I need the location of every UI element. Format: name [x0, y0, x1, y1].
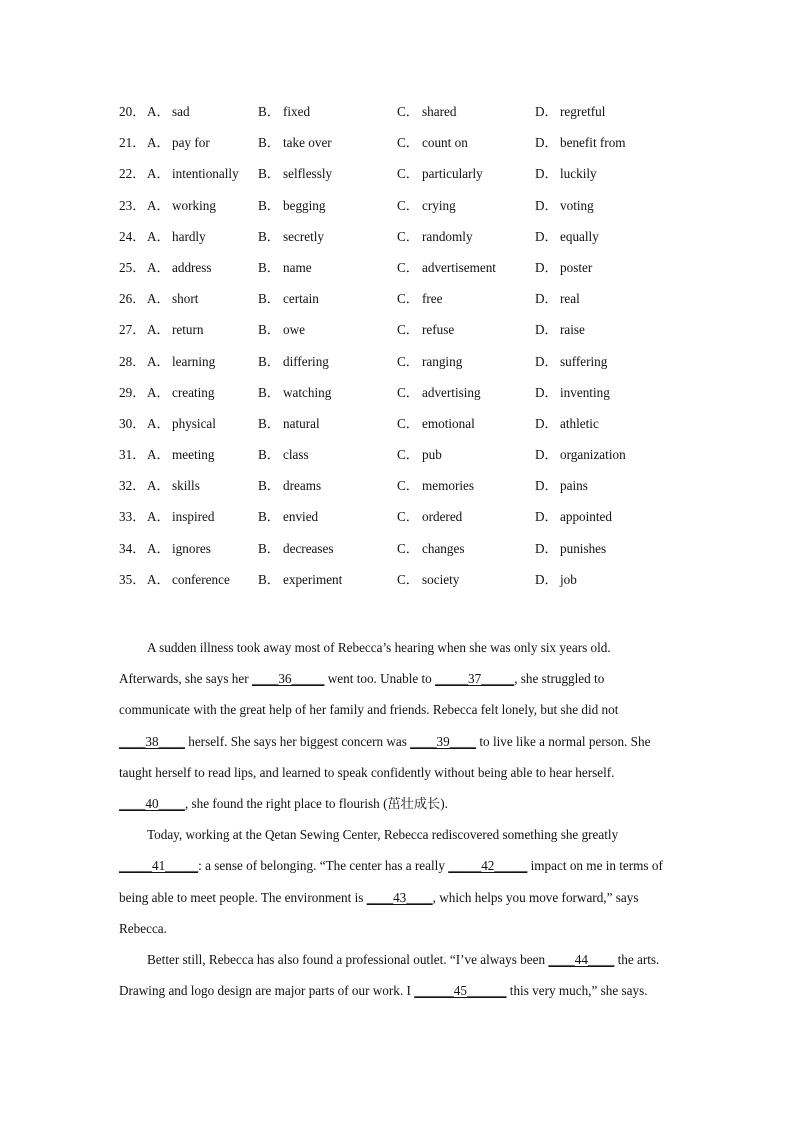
option-letter: B． [258, 228, 280, 244]
option-b [258, 257, 312, 279]
option-text: free [422, 291, 443, 307]
option-text: name [283, 259, 312, 275]
option-text: watching [283, 384, 332, 400]
option-b [258, 288, 319, 310]
option-letter: D． [535, 104, 558, 119]
option-letter: A． [147, 166, 170, 182]
option-letter: C． [397, 571, 419, 587]
option-d [535, 569, 577, 591]
blank-36: ____36_____ [251, 671, 325, 687]
option-a [147, 195, 216, 217]
option-text: class [283, 447, 309, 463]
option-letter: C． [397, 322, 419, 338]
option-letter: A． [147, 509, 170, 525]
option-letter: B． [258, 571, 280, 587]
option-letter: B． [258, 540, 280, 556]
option-text: advertising [422, 384, 481, 400]
option-b [258, 538, 334, 560]
option-a [147, 382, 214, 404]
option-letter: B． [258, 135, 280, 151]
cloze-passage [119, 632, 675, 1006]
option-text: secretly [283, 228, 325, 244]
question-row [119, 226, 679, 257]
option-b [258, 382, 331, 404]
option-letter: A． [147, 259, 170, 275]
option-letter: C． [397, 415, 419, 431]
option-c [397, 382, 481, 404]
option-a [147, 506, 215, 528]
option-letter: A． [147, 104, 170, 119]
passage-text: Today, working at the Qetan Sewing Center, Rebecca rediscovered something she greatly [147, 827, 619, 843]
question-row [119, 475, 679, 506]
option-text: inventing [560, 384, 610, 400]
question-row [119, 288, 679, 319]
option-text: creating [172, 384, 215, 400]
question-number: 25． [119, 259, 146, 275]
option-text: certain [283, 291, 319, 307]
question-row [119, 101, 679, 132]
option-c [397, 257, 496, 279]
option-text: short [172, 291, 199, 307]
option-text: ranging [422, 353, 463, 369]
option-letter: D． [535, 291, 558, 307]
question-number: 32． [119, 478, 146, 494]
option-letter: B． [258, 353, 280, 369]
option-letter: C． [397, 540, 419, 556]
option-letter: D． [535, 228, 558, 244]
option-b [258, 319, 305, 341]
option-letter: C． [397, 509, 419, 525]
option-text: ordered [422, 509, 463, 525]
question-row [119, 569, 679, 600]
option-text: appointed [560, 509, 613, 525]
option-d [535, 163, 597, 185]
option-text: count on [422, 135, 468, 151]
option-b [258, 163, 332, 185]
option-letter: B． [258, 259, 280, 275]
blank-38: ____38____ [119, 733, 185, 749]
question-number: 20． [119, 104, 146, 119]
option-text: athletic [560, 415, 599, 431]
option-d [535, 288, 580, 310]
option-letter: B． [258, 478, 280, 494]
option-text: pay for [172, 135, 210, 151]
passage-text: , she struggled to communicate with the great help of her family and friends. Rebecca felt lonely, but she did not [119, 671, 619, 718]
option-b [258, 413, 320, 435]
option-text: pub [422, 447, 442, 463]
blank-42: _____42_____ [448, 858, 528, 874]
option-letter: A． [147, 384, 170, 400]
option-a [147, 132, 210, 154]
passage-text: the arts. Drawing and logo design are major parts of our work. I [119, 952, 660, 999]
option-d [535, 351, 607, 373]
question-row [119, 319, 679, 350]
option-text: decreases [283, 540, 334, 556]
option-text: address [172, 259, 212, 275]
option-c [397, 226, 473, 248]
option-letter: A． [147, 135, 170, 151]
blank-39: ____39____ [410, 733, 477, 749]
option-text: job [560, 571, 577, 587]
question-row [119, 538, 679, 569]
option-letter: D． [535, 135, 558, 151]
question-number: 28． [119, 353, 146, 369]
option-letter: D． [535, 571, 558, 587]
question-row [119, 382, 679, 413]
option-text: refuse [422, 322, 455, 338]
question-number: 31． [119, 447, 146, 463]
option-letter: B． [258, 166, 280, 182]
option-a [147, 319, 204, 341]
passage-text: went too. Unable to [324, 671, 436, 687]
option-letter: C． [397, 104, 419, 119]
option-letter: B． [258, 197, 280, 213]
option-text: envied [283, 509, 319, 525]
option-letter: C． [397, 228, 419, 244]
option-text: regretful [560, 104, 606, 119]
option-text: poster [560, 259, 593, 275]
option-a [147, 351, 215, 373]
option-text: memories [422, 478, 475, 494]
blank-37: _____37_____ [435, 671, 515, 687]
option-letter: C． [397, 353, 419, 369]
option-a [147, 101, 190, 123]
option-b [258, 195, 326, 217]
option-c [397, 319, 454, 341]
option-letter: A． [147, 571, 170, 587]
option-letter: B． [258, 322, 280, 338]
passage-text: impact on me in terms of being able to meet people. The environment is [119, 858, 663, 905]
option-text: punishes [560, 540, 607, 556]
option-c [397, 351, 462, 373]
question-row [119, 132, 679, 163]
question-number: 27． [119, 322, 146, 338]
option-text: fixed [283, 104, 311, 119]
question-row [119, 351, 679, 382]
option-letter: C． [397, 478, 419, 494]
option-letter: A． [147, 291, 170, 307]
option-text: dreams [283, 478, 322, 494]
option-b [258, 475, 321, 497]
option-letter: C． [397, 166, 419, 182]
option-c [397, 444, 442, 466]
option-c [397, 569, 459, 591]
option-c [397, 475, 474, 497]
passage-text: herself. She says her biggest concern was [184, 733, 411, 749]
option-text: conference [172, 571, 230, 587]
option-letter: B． [258, 415, 280, 431]
option-letter: A． [147, 322, 170, 338]
option-text: hardly [172, 228, 206, 244]
options-list [119, 101, 679, 600]
option-text: learning [172, 353, 216, 369]
option-letter: A． [147, 478, 170, 494]
passage-paragraph-3 [119, 944, 675, 1006]
question-row [119, 257, 679, 288]
passage-paragraph-1 [119, 632, 675, 819]
option-c [397, 163, 483, 185]
option-a [147, 257, 212, 279]
option-a [147, 444, 214, 466]
option-text: voting [560, 197, 594, 213]
option-text: physical [172, 415, 216, 431]
option-a [147, 163, 239, 185]
option-letter: A． [147, 447, 170, 463]
option-text: experiment [283, 571, 343, 587]
option-text: differing [283, 353, 329, 369]
question-row [119, 163, 679, 194]
option-b [258, 226, 324, 248]
option-text: inspired [172, 509, 215, 525]
option-letter: A． [147, 228, 170, 244]
option-text: selflessly [283, 166, 333, 182]
option-text: changes [422, 540, 465, 556]
option-text: meeting [172, 447, 215, 463]
blank-43: ____43____ [366, 889, 433, 905]
option-letter: A． [147, 415, 170, 431]
option-a [147, 538, 211, 560]
option-text: sad [172, 104, 190, 119]
question-number: 35． [119, 571, 146, 587]
option-d [535, 382, 610, 404]
blank-45: ______45______ [414, 983, 507, 999]
option-a [147, 413, 216, 435]
passage-text: , she found the right place to flourish (茁壮成长). [184, 796, 448, 812]
option-c [397, 506, 462, 528]
option-d [535, 319, 585, 341]
option-d [535, 538, 606, 560]
option-b [258, 101, 310, 123]
option-letter: B． [258, 384, 280, 400]
option-b [258, 444, 309, 466]
option-text: real [560, 291, 580, 307]
option-letter: D． [535, 478, 558, 494]
question-number: 22． [119, 166, 146, 182]
question-number: 29． [119, 384, 146, 400]
blank-44: ____44____ [548, 952, 615, 968]
option-text: intentionally [172, 166, 239, 182]
option-text: suffering [560, 353, 608, 369]
passage-text: A sudden illness took away most of Rebecca’s hearing when she was only six years old. Afterwards, she says her [119, 640, 611, 687]
option-d [535, 195, 594, 217]
option-letter: D． [535, 166, 558, 182]
option-letter: A． [147, 540, 170, 556]
option-text: take over [283, 135, 332, 151]
option-a [147, 475, 200, 497]
question-number: 30． [119, 415, 146, 431]
question-number: 21． [119, 135, 146, 151]
question-number: 33． [119, 509, 146, 525]
option-d [535, 506, 612, 528]
option-d [535, 475, 588, 497]
option-letter: A． [147, 197, 170, 213]
question-row [119, 506, 679, 537]
option-c [397, 288, 443, 310]
option-text: natural [283, 415, 320, 431]
option-text: owe [283, 322, 305, 338]
option-text: randomly [422, 228, 473, 244]
option-c [397, 101, 456, 123]
option-letter: C． [397, 135, 419, 151]
option-c [397, 132, 468, 154]
option-text: ignores [172, 540, 211, 556]
question-number: 26． [119, 291, 146, 307]
option-b [258, 506, 318, 528]
option-a [147, 569, 230, 591]
option-text: begging [283, 197, 326, 213]
option-letter: D． [535, 259, 558, 275]
option-d [535, 101, 605, 123]
option-letter: D． [535, 540, 558, 556]
option-letter: A． [147, 353, 170, 369]
option-text: emotional [422, 415, 475, 431]
question-row [119, 413, 679, 444]
option-a [147, 288, 198, 310]
option-d [535, 413, 599, 435]
option-text: skills [172, 478, 200, 494]
option-text: organization [560, 447, 626, 463]
option-c [397, 195, 456, 217]
option-c [397, 538, 464, 560]
option-letter: C． [397, 197, 419, 213]
blank-40: ____40____ [119, 796, 185, 812]
option-text: equally [560, 228, 599, 244]
option-d [535, 132, 626, 154]
option-letter: B． [258, 447, 280, 463]
option-text: crying [422, 197, 456, 213]
option-text: advertisement [422, 259, 496, 275]
passage-text: this very much,” she says. [506, 983, 648, 999]
option-text: particularly [422, 166, 483, 182]
option-letter: C． [397, 259, 419, 275]
option-letter: D． [535, 197, 558, 213]
passage-text: , which helps you move forward,” says Rebecca. [119, 889, 639, 936]
option-letter: C． [397, 447, 419, 463]
option-text: raise [560, 322, 585, 338]
option-text: working [172, 197, 216, 213]
option-text: return [172, 322, 204, 338]
option-letter: D． [535, 384, 558, 400]
option-letter: D． [535, 353, 558, 369]
question-row [119, 195, 679, 226]
passage-text: to live like a normal person. She taught herself to read lips, and learned to speak confidently without being able to hear herself. [119, 733, 651, 780]
question-number: 24． [119, 228, 146, 244]
option-letter: D． [535, 322, 558, 338]
option-letter: D． [535, 447, 558, 463]
option-text: pains [560, 478, 588, 494]
passage-text: Better still, Rebecca has also found a professional outlet. “I’ve always been [147, 952, 549, 968]
option-letter: C． [397, 384, 419, 400]
option-text: society [422, 571, 460, 587]
option-b [258, 351, 329, 373]
option-c [397, 413, 475, 435]
option-letter: B． [258, 291, 280, 307]
option-letter: D． [535, 415, 558, 431]
option-text: shared [422, 104, 457, 119]
question-number: 34． [119, 540, 146, 556]
option-letter: B． [258, 104, 280, 119]
option-d [535, 257, 592, 279]
blank-41: _____41_____ [119, 858, 199, 874]
passage-paragraph-2 [119, 819, 675, 944]
question-number: 23． [119, 197, 146, 213]
option-letter: C． [397, 291, 419, 307]
option-b [258, 569, 342, 591]
question-row [119, 444, 679, 475]
option-b [258, 132, 332, 154]
option-a [147, 226, 206, 248]
option-letter: B． [258, 509, 280, 525]
option-text: benefit from [560, 135, 626, 151]
passage-text: : a sense of belonging. “The center has a really [198, 858, 449, 874]
option-letter: D． [535, 509, 558, 525]
option-text: luckily [560, 166, 597, 182]
option-d [535, 226, 599, 248]
option-d [535, 444, 626, 466]
